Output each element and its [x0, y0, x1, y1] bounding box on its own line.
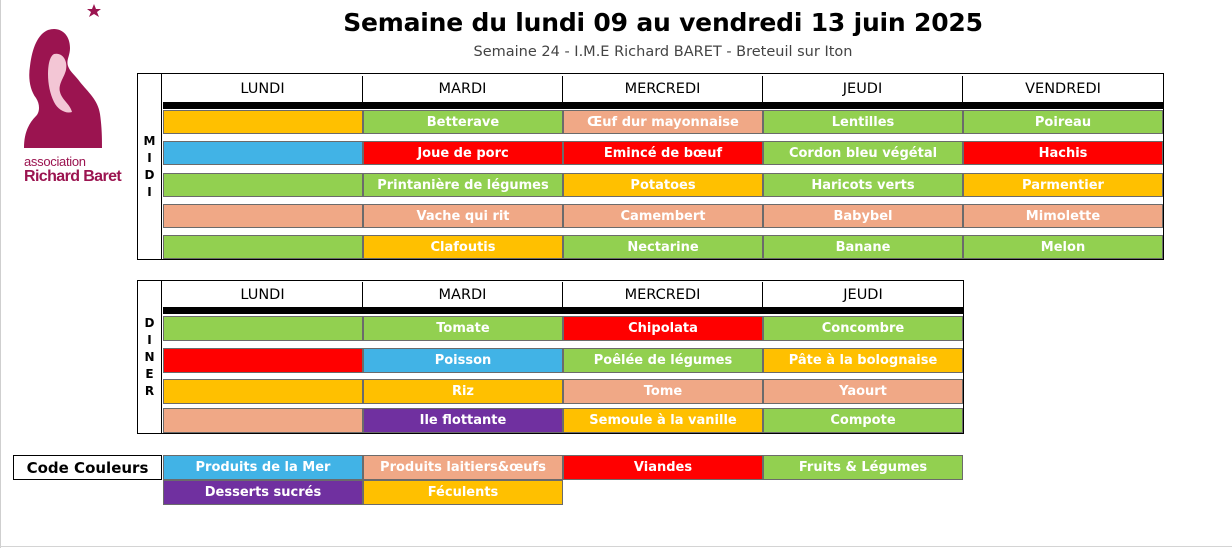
diner-day-header-jeudi: JEUDI [843, 287, 883, 303]
diner-header-separator [163, 307, 963, 314]
legend-title: Code Couleurs [13, 455, 162, 480]
midi-menu-cell: Œuf dur mayonnaise [563, 110, 763, 134]
diner-day-header-mardi: MARDI [363, 282, 563, 308]
midi-day-header-mardi: MARDI [363, 76, 563, 102]
midi-menu-cell [163, 235, 363, 259]
diner-menu-cell [163, 408, 363, 433]
midi-menu-cell: Lentilles [763, 110, 963, 134]
midi-day-header-lundi: LUNDI [163, 76, 363, 102]
midi-day-header-mercredi: MERCREDI [563, 76, 763, 102]
page-bottom-border [0, 546, 1232, 547]
midi-letter: M [143, 133, 156, 148]
diner-letter: E [145, 366, 154, 381]
legend-item-laitiers: Produits laitiers&œufs [363, 455, 563, 480]
diner-menu-cell: Riz [363, 379, 563, 404]
diner-menu-cell [163, 379, 363, 404]
midi-header-separator [163, 102, 1163, 109]
midi-menu-cell: Poireau [963, 110, 1163, 134]
legend-item-viandes: Viandes [563, 455, 763, 480]
midi-menu-cell: Clafoutis [363, 235, 563, 259]
legend-item-desserts: Desserts sucrés [163, 480, 363, 505]
midi-menu-cell: Potatoes [563, 173, 763, 197]
midi-menu-cell [163, 173, 363, 197]
diner-menu-cell: Ile flottante [363, 408, 563, 433]
legend-item-mer: Produits de la Mer [163, 455, 363, 480]
midi-menu-cell: Betterave [363, 110, 563, 134]
midi-menu-cell: Vache qui rit [363, 204, 563, 228]
midi-letter: I [147, 184, 152, 199]
diner-letter: R [144, 383, 155, 398]
diner-menu-cell [163, 316, 363, 341]
diner-letter: I [147, 332, 152, 347]
diner-day-header-mercredi: MERCREDI [563, 282, 763, 308]
diner-menu-cell: Yaourt [763, 379, 963, 404]
midi-menu-cell: Cordon bleu végétal [763, 141, 963, 165]
association-logo [18, 4, 122, 194]
logo-text-association: association [24, 154, 86, 169]
legend-item-fruits: Fruits & Légumes [763, 455, 963, 480]
diner-menu-cell: Tomate [363, 316, 563, 341]
diner-menu-cell: Poêlée de légumes [563, 348, 763, 373]
diner-menu-cell: Pâte à la bolognaise [763, 348, 963, 373]
diner-menu-cell [163, 348, 363, 373]
legend-item-feculents: Féculents [363, 480, 563, 505]
diner-day-header-lundi: LUNDI [163, 282, 363, 308]
midi-menu-cell: Nectarine [563, 235, 763, 259]
midi-menu-cell: Babybel [763, 204, 963, 228]
page-subtitle: Semaine 24 - I.M.E Richard BARET - Breteuil sur Iton [473, 44, 853, 60]
diner-menu-cell: Concombre [763, 316, 963, 341]
midi-menu-cell [163, 204, 363, 228]
midi-side-label [138, 74, 162, 259]
midi-day-header-vendredi: VENDREDI [1025, 81, 1101, 97]
diner-letter: D [144, 315, 155, 330]
page-left-border [0, 0, 1, 548]
midi-menu-cell: Camembert [563, 204, 763, 228]
diner-menu-cell: Compote [763, 408, 963, 433]
midi-letter: I [147, 150, 152, 165]
midi-menu-cell: Mimolette [963, 204, 1163, 228]
star-icon [87, 4, 101, 17]
diner-side-label [138, 281, 162, 433]
midi-menu-cell: Printanière de légumes [363, 173, 563, 197]
logo-silhouette-icon [18, 4, 118, 154]
diner-menu-cell: Poisson [363, 348, 563, 373]
midi-menu-cell: Hachis [963, 141, 1163, 165]
diner-menu-cell: Tome [563, 379, 763, 404]
midi-menu-cell [163, 141, 363, 165]
midi-menu-cell: Banane [763, 235, 963, 259]
diner-letter: N [144, 349, 155, 364]
midi-menu-cell: Parmentier [963, 173, 1163, 197]
midi-menu-cell: Melon [963, 235, 1163, 259]
page-title: Semaine du lundi 09 au vendredi 13 juin 2025 [343, 8, 983, 37]
midi-menu-cell: Emincé de bœuf [563, 141, 763, 165]
midi-menu-cell: Haricots verts [763, 173, 963, 197]
logo-text-name: Richard Baret [24, 168, 122, 185]
midi-letter: D [144, 167, 155, 182]
diner-menu-cell: Chipolata [563, 316, 763, 341]
midi-menu-cell [163, 110, 363, 134]
diner-menu-cell: Semoule à la vanille [563, 408, 763, 433]
midi-day-header-jeudi: JEUDI [763, 76, 963, 102]
midi-menu-cell: Joue de porc [363, 141, 563, 165]
